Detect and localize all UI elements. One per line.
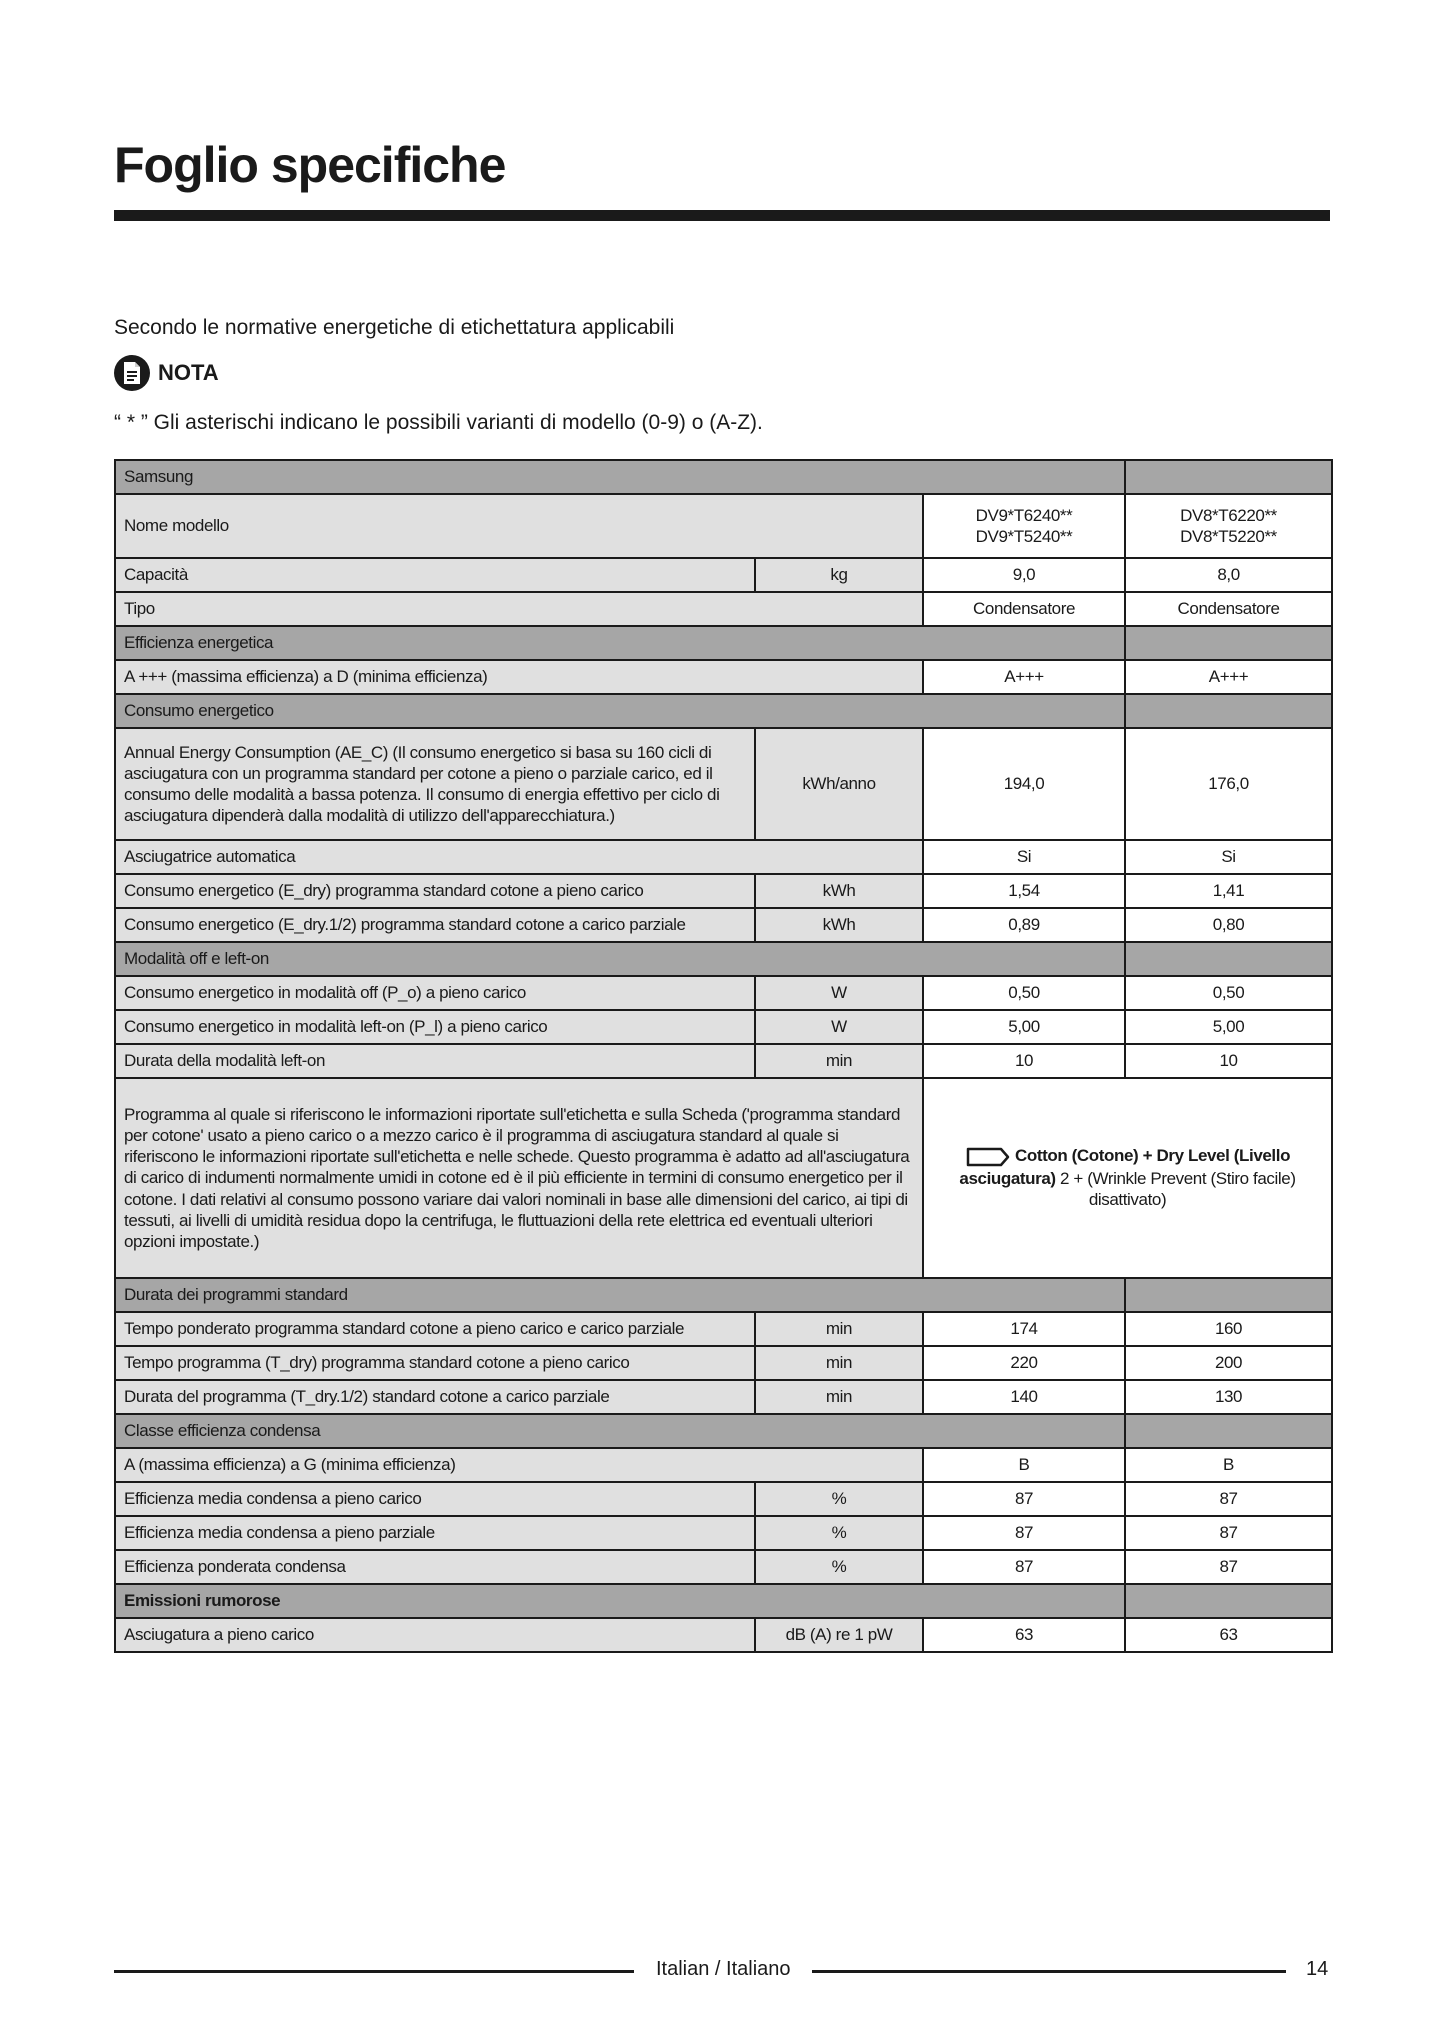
cotton-program-icon — [965, 1146, 1011, 1168]
row-unit: min — [755, 1312, 923, 1346]
table-row — [115, 908, 1332, 942]
row-value: Condensatore — [1125, 592, 1332, 626]
row-value: 5,00 — [923, 1010, 1125, 1044]
program-name: Cotton (Cotone) + Dry Level (Livello asciugatura) — [959, 1146, 1291, 1188]
model-code: DV8*T6220** — [1180, 505, 1277, 525]
row-value: 87 — [1125, 1516, 1332, 1550]
row-label: Efficienza ponderata condensa — [115, 1550, 755, 1584]
row-label: Tipo — [115, 592, 923, 626]
row-label: A (massima efficienza) a G (minima efficienza) — [115, 1448, 923, 1482]
model-cell — [1125, 494, 1332, 558]
table-row — [115, 1044, 1332, 1078]
row-value: 5,00 — [1125, 1010, 1332, 1044]
row-value: 176,0 — [1125, 728, 1332, 840]
model-code: DV8*T5220** — [1180, 527, 1277, 546]
table-row — [115, 976, 1332, 1010]
row-value: 160 — [1125, 1312, 1332, 1346]
row-label: Nome modello — [115, 494, 923, 558]
section-row — [115, 1584, 1332, 1618]
row-value: 87 — [923, 1550, 1125, 1584]
note-label: NOTA — [158, 360, 219, 385]
row-unit: W — [755, 976, 923, 1010]
note-text: “ * ” Gli asterischi indicano le possibili varianti di modello (0-9) o (A-Z). — [114, 411, 763, 434]
row-label: Programma al quale si riferiscono le informazioni riportate sull'etichetta e sulla Scheda ('programma standard per cotone' usato a pieno carico o a mezzo carico è il programma di asciugatura standard al quale si riferiscono le informazioni riportate sull'etichetta e nelle schede. Questo programma è adatto ad all'asciugatura di carico di indumenti normalmente umidi in cotone ed è il più efficiente in termini di consumo energetico per il cotone. I dati relativi al consumo possono variare dai valori nominali in base alle dimensioni del carico, ai tipi di tessuti, ai livelli di umidità residua dopo la centrifuga, le fluttuazioni della rete elettrica ed eventuali ulteriori opzioni impostate.) — [115, 1078, 923, 1278]
section-row — [115, 460, 1332, 494]
row-label: Efficienza media condensa a pieno parziale — [115, 1516, 755, 1550]
row-unit: kWh — [755, 908, 923, 942]
table-row — [115, 494, 1332, 558]
section-consumption: Consumo energetico — [115, 694, 1125, 728]
table-row — [115, 874, 1332, 908]
table-row — [115, 1010, 1332, 1044]
row-label: Annual Energy Consumption (AE_C) (Il consumo energetico si basa su 160 cicli di asciugatura con un programma standard per cotone a pieno o parziale carico, ed il consumo delle modalità a bassa potenza. Il consumo di energia effettivo per ciclo di asciugatura dipenderà dalla modalità di utilizzo dell'apparecchiatura.) — [115, 728, 755, 840]
row-unit: min — [755, 1346, 923, 1380]
row-value: 194,0 — [923, 728, 1125, 840]
row-label: Asciugatura a pieno carico — [115, 1618, 755, 1652]
row-value: A+++ — [1125, 660, 1332, 694]
program-options: 2 + (Wrinkle Prevent (Stiro facile) disattivato) — [1055, 1169, 1296, 1210]
section-blank — [1125, 694, 1332, 728]
row-label: Tempo ponderato programma standard cotone a pieno carico e carico parziale — [115, 1312, 755, 1346]
row-value: 1,54 — [923, 874, 1125, 908]
table-row — [115, 1482, 1332, 1516]
table-row — [115, 1618, 1332, 1652]
table-row — [115, 1516, 1332, 1550]
footer-language: Italian / Italiano — [656, 1958, 791, 1980]
section-blank — [1125, 460, 1332, 494]
row-label: Asciugatrice automatica — [115, 840, 923, 874]
table-row — [115, 558, 1332, 592]
row-unit: W — [755, 1010, 923, 1044]
row-value: Condensatore — [923, 592, 1125, 626]
row-unit: % — [755, 1516, 923, 1550]
row-unit: % — [755, 1550, 923, 1584]
row-unit: kWh — [755, 874, 923, 908]
row-value: 87 — [923, 1482, 1125, 1516]
row-value: 174 — [923, 1312, 1125, 1346]
row-unit: min — [755, 1044, 923, 1078]
section-row — [115, 694, 1332, 728]
table-row — [115, 1550, 1332, 1584]
section-blank — [1125, 626, 1332, 660]
row-value: 1,41 — [1125, 874, 1332, 908]
section-duration: Durata dei programmi standard — [115, 1278, 1125, 1312]
section-noise: Emissioni rumorose — [115, 1584, 1125, 1618]
row-value: 87 — [1125, 1482, 1332, 1516]
row-label: Consumo energetico (E_dry.1/2) programma standard cotone a carico parziale — [115, 908, 755, 942]
section-row — [115, 626, 1332, 660]
table-row — [115, 1380, 1332, 1414]
row-unit: dB (A) re 1 pW — [755, 1618, 923, 1652]
spec-table — [114, 459, 1333, 1653]
section-blank — [1125, 1584, 1332, 1618]
row-value: 9,0 — [923, 558, 1125, 592]
row-value: B — [1125, 1448, 1332, 1482]
row-value: 0,50 — [923, 976, 1125, 1010]
section-row — [115, 1414, 1332, 1448]
row-value: A+++ — [923, 660, 1125, 694]
section-row — [115, 942, 1332, 976]
row-label: A +++ (massima efficienza) a D (minima efficienza) — [115, 660, 923, 694]
row-unit: % — [755, 1482, 923, 1516]
row-unit: kg — [755, 558, 923, 592]
model-cell — [923, 494, 1125, 558]
section-row — [115, 1278, 1332, 1312]
row-label: Consumo energetico (E_dry) programma standard cotone a pieno carico — [115, 874, 755, 908]
title-rule — [114, 210, 1330, 221]
section-efficiency: Efficienza energetica — [115, 626, 1125, 660]
row-value: 63 — [923, 1618, 1125, 1652]
row-label: Consumo energetico in modalità off (P_o) a pieno carico — [115, 976, 755, 1010]
section-blank — [1125, 942, 1332, 976]
row-value: 220 — [923, 1346, 1125, 1380]
section-blank — [1125, 1278, 1332, 1312]
table-row — [115, 1078, 1332, 1278]
note-header — [114, 355, 219, 391]
row-value: Si — [1125, 840, 1332, 874]
row-unit: min — [755, 1380, 923, 1414]
row-value: 10 — [923, 1044, 1125, 1078]
section-modes: Modalità off e left-on — [115, 942, 1125, 976]
row-value: 200 — [1125, 1346, 1332, 1380]
footer-rule-right — [812, 1970, 1286, 1973]
row-unit: kWh/anno — [755, 728, 923, 840]
row-label: Durata della modalità left-on — [115, 1044, 755, 1078]
model-code: DV9*T5240** — [975, 527, 1073, 546]
row-value: 0,80 — [1125, 908, 1332, 942]
row-value: 87 — [1125, 1550, 1332, 1584]
row-value: 8,0 — [1125, 558, 1332, 592]
row-value: Si — [923, 840, 1125, 874]
table-row — [115, 1346, 1332, 1380]
row-value: 87 — [923, 1516, 1125, 1550]
section-blank — [1125, 1414, 1332, 1448]
page-title: Foglio specifiche — [114, 137, 506, 193]
row-label: Consumo energetico in modalità left-on (P_l) a pieno carico — [115, 1010, 755, 1044]
row-value: 0,50 — [1125, 976, 1332, 1010]
table-row — [115, 1312, 1332, 1346]
row-value: 63 — [1125, 1618, 1332, 1652]
table-row — [115, 840, 1332, 874]
intro-text: Secondo le normative energetiche di etichettatura applicabili — [114, 316, 675, 339]
table-row — [115, 1448, 1332, 1482]
row-label: Durata del programma (T_dry.1/2) standard cotone a carico parziale — [115, 1380, 755, 1414]
model-code: DV9*T6240** — [975, 505, 1073, 525]
row-value: 10 — [1125, 1044, 1332, 1078]
section-condense: Classe efficienza condensa — [115, 1414, 1125, 1448]
row-label: Capacità — [115, 558, 755, 592]
note-document-icon — [114, 355, 150, 391]
table-row — [115, 592, 1332, 626]
page-number: 14 — [1306, 1958, 1329, 1980]
row-value: B — [923, 1448, 1125, 1482]
row-value: 130 — [1125, 1380, 1332, 1414]
row-label: Efficienza media condensa a pieno carico — [115, 1482, 755, 1516]
row-value: 0,89 — [923, 908, 1125, 942]
row-label: Tempo programma (T_dry) programma standard cotone a pieno carico — [115, 1346, 755, 1380]
table-row — [115, 728, 1332, 840]
table-row — [115, 660, 1332, 694]
section-brand: Samsung — [115, 460, 1125, 494]
row-value: 140 — [923, 1380, 1125, 1414]
program-value — [923, 1078, 1332, 1278]
footer-rule-left — [114, 1970, 634, 1973]
